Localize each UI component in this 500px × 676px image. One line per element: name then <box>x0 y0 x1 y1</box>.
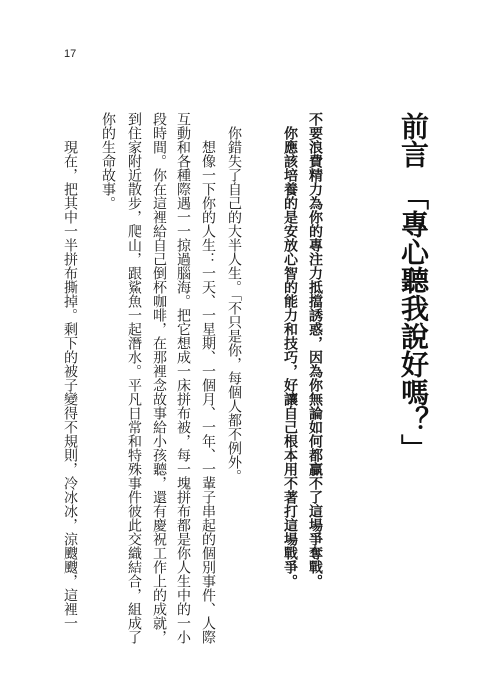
body-line-1: 你錯失了自己的大半人生。「不只是你，每個人都不例外。 <box>226 126 242 483</box>
body-line-2: 想像一下你的人生：一天、一星期、一個月、一年、一輩子串起的個別事件、人際 <box>200 140 216 644</box>
page-number: 17 <box>64 48 77 60</box>
subtitle-line-2: 你應該培養的是安放心智的能力和技巧，好讓自己根本用不著打這場戰爭。 <box>282 126 298 588</box>
body-line-7: 現在，把其中一半拼布撕掉。剩下的被子變得不規則，冷冰冰，涼颼颼，這裡一 <box>62 140 78 630</box>
chapter-title: 前言 「專心聽我說好嗎？」 <box>397 112 430 462</box>
body-line-4: 段時間。你在這裡給自己倒杯咖啡，在那裡念故事給小孩聽，還有慶祝工作上的成就， <box>151 112 167 644</box>
body-line-3: 互動和各種際遇一一掠過腦海。把它想成一床拼布被，每一塊拼布都是你人生中的一小 <box>175 112 191 644</box>
subtitle-line-1: 不要浪費精力為你的專注力抵擋誘惑，因為你無論如何都贏不了這場爭奪戰。 <box>307 112 323 588</box>
body-line-6: 你的生命故事。 <box>100 112 116 210</box>
body-line-5: 到住家附近散步，爬山，跟鯊魚一起潛水。平凡日常和特殊事件彼此交織結合，組成了 <box>126 112 142 644</box>
